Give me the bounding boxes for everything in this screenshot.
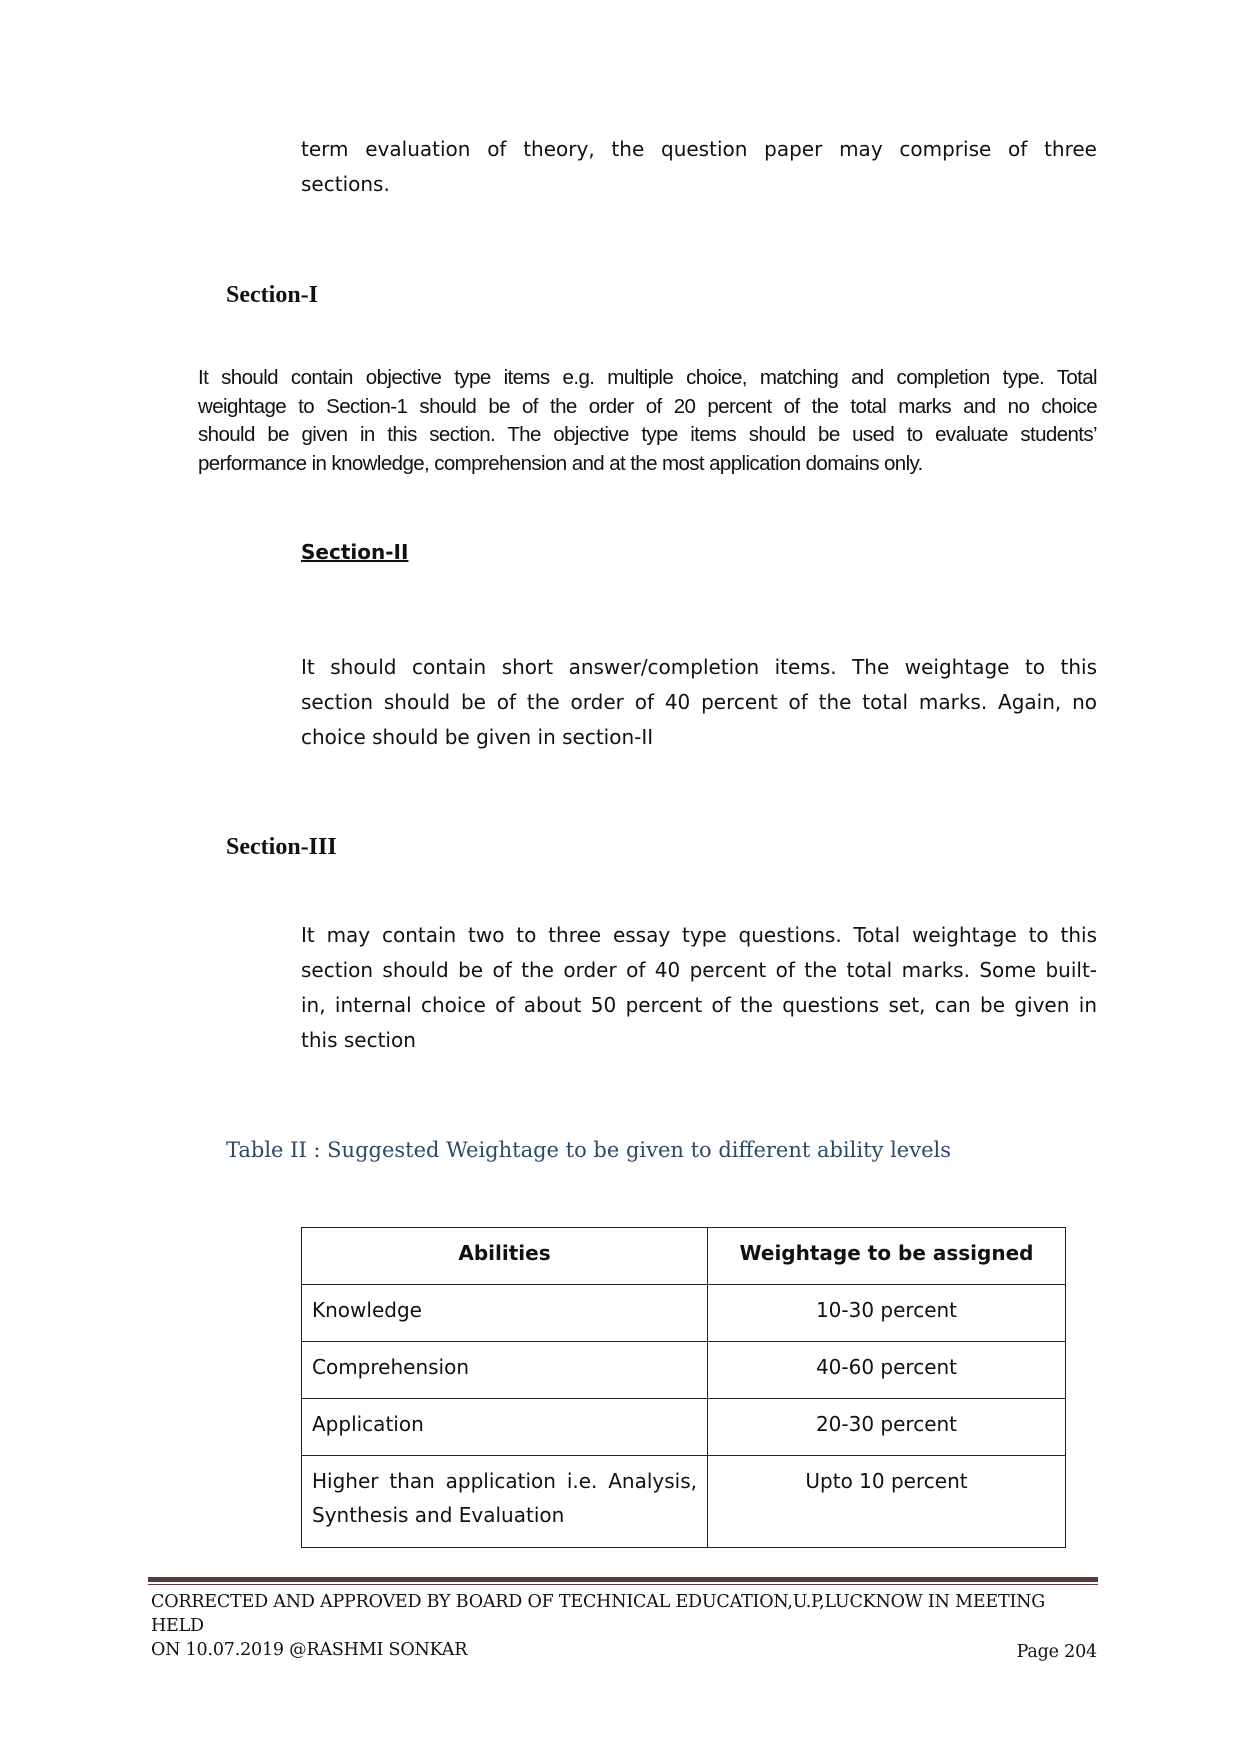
section-2-heading: Section-II [301,540,409,564]
intro-line: term evaluation of theory, the question paper may comprise of three [301,137,1097,161]
section-3-heading: Section-III [226,834,337,860]
section-1-paragraph [198,364,1097,478]
footer-line: ON 10.07.2019 @RASHMI SONKAR [151,1640,468,1660]
table-row [302,1456,1066,1548]
intro-paragraph [301,132,1097,202]
section-2-line: It should contain short answer/completion items. The weightage to this [301,655,1097,679]
weightage-cell: 40-60 percent [708,1342,1066,1399]
ability-cell: Knowledge [302,1285,708,1342]
weightage-cell: 20-30 percent [708,1399,1066,1456]
footer-rule-thin [148,1584,1098,1585]
weightage-cell: Upto 10 percent [708,1456,1066,1548]
section-1-line: It should contain objective type items e.g. multiple choice, matching and completion type. Total [198,366,1097,389]
section-2-line: choice should be given in section-II [301,725,654,749]
page-number: Page 204 [1016,1642,1097,1662]
section-3-line: this section [301,1028,416,1052]
section-1-heading: Section-I [226,282,318,308]
weightage-cell: 10-30 percent [708,1285,1066,1342]
section-1-line: performance in knowledge, comprehension and at the most application domains only. [198,451,923,475]
header-abilities: Abilities [302,1228,708,1285]
ability-cell: Application [302,1399,708,1456]
ability-cell [302,1456,708,1548]
ability-cell-line: Higher than application i.e. Analysis, [312,1469,697,1493]
footer-approval-note [151,1590,1097,1662]
section-3-line: It may contain two to three essay type questions. Total weightage to this [301,923,1097,947]
section-2-paragraph [301,650,1097,755]
ability-cell-line: Synthesis and Evaluation [312,1503,565,1527]
section-3-line: in, internal choice of about 50 percent of the questions set, can be given in [301,993,1097,1017]
section-2-line: section should be of the order of 40 percent of the total marks. Again, no [301,690,1097,714]
intro-line: sections. [301,172,390,196]
section-1-line: weightage to Section-1 should be of the order of 20 percent of the total marks and no choice [198,394,1097,418]
table-row [302,1399,1066,1456]
section-3-paragraph [301,918,1097,1058]
ability-cell: Comprehension [302,1342,708,1399]
section-1-line: should be given in this section. The objective type items should be used to evaluate students’ [198,423,1097,446]
header-weightage: Weightage to be assigned [708,1228,1066,1285]
footer-line: CORRECTED AND APPROVED BY BOARD OF TECHNICAL EDUCATION,U.P,LUCKNOW IN MEETING HELD [151,1592,1046,1636]
table-header-row [302,1228,1066,1285]
weightage-table [301,1227,1066,1548]
table-caption: Table II : Suggested Weightage to be given to different ability levels [226,1138,951,1162]
section-3-line: section should be of the order of 40 percent of the total marks. Some built- [301,958,1097,982]
table-row [302,1285,1066,1342]
footer-rule-thick [148,1577,1098,1582]
table-row [302,1342,1066,1399]
